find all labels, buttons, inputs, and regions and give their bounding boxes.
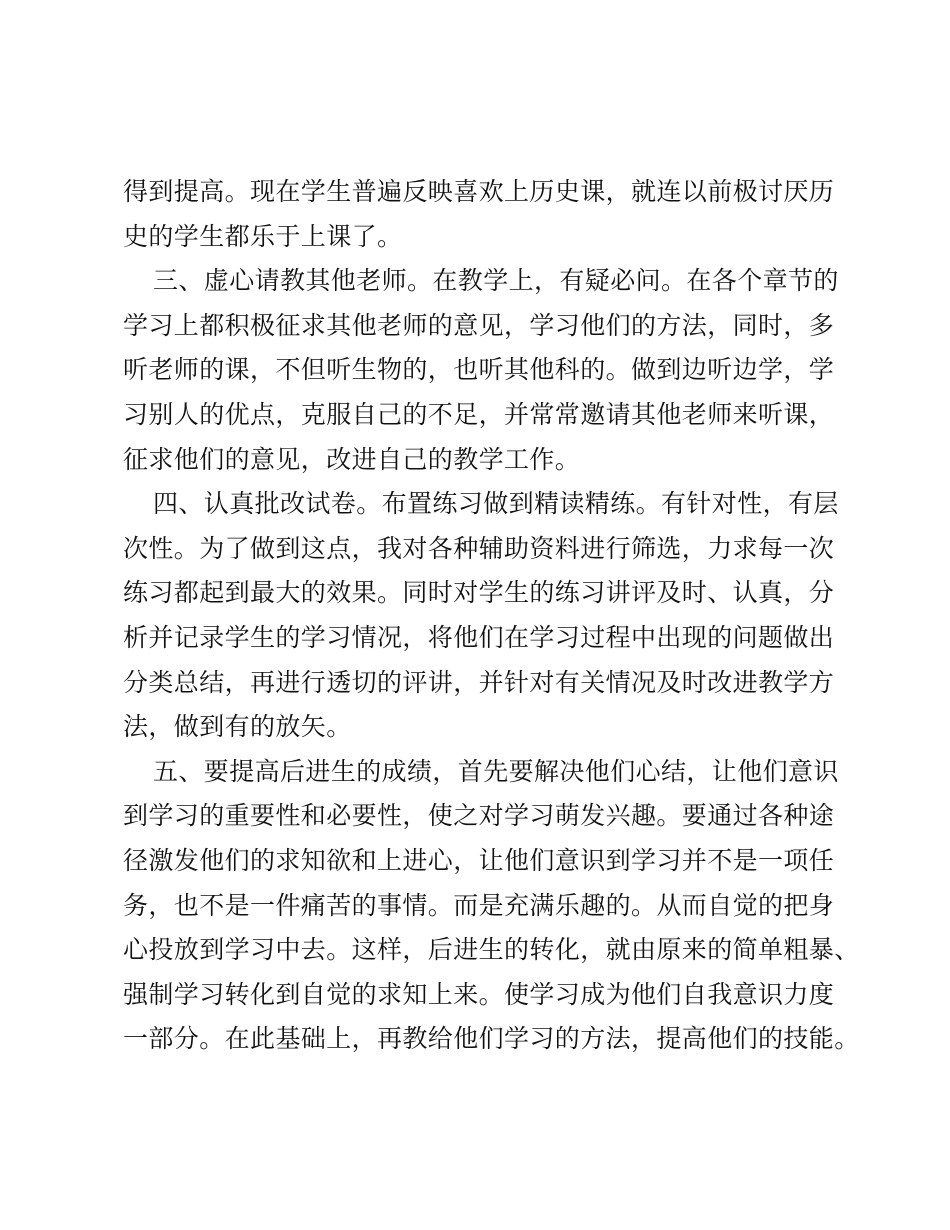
text-line: 一部分。在此基础上，再教给他们学习的方法，提高他们的技能。: [123, 1024, 860, 1054]
body-text: [123, 170, 860, 1062]
text-line: 析并记录学生的学习情况，将他们在学习过程中出现的问题做出: [123, 622, 835, 652]
paragraph-start-line: 四、认真批改试卷。布置练习做到精读精练。有针对性，有层: [153, 489, 839, 519]
text-line: 得到提高。现在学生普遍反映喜欢上历史课，就连以前极讨厌历: [123, 177, 835, 206]
text-line: 强制学习转化到自觉的求知上来。使学习成为他们自我意识力度: [123, 979, 835, 1009]
text-line: 史的学生都乐于上课了。: [123, 221, 403, 251]
paragraph-start-line: 三、虚心请教其他老师。在教学上，有疑必问。在各个章节的: [153, 266, 839, 296]
text-line: 习别人的优点，克服自己的不足，并常常邀请其他老师来听课，: [123, 399, 835, 429]
text-line: 次性。为了做到这点，我对各种辅助资料进行筛选，力求每一次: [123, 533, 835, 563]
text-line: 征求他们的意见，改进自己的教学工作。: [123, 444, 581, 474]
text-line: 听老师的课，不但听生物的，也听其他科的。做到边听边学，学: [123, 355, 835, 385]
text-line: 法，做到有的放矢。: [123, 712, 352, 742]
text-line: 练习都起到最大的效果。同时对学生的练习讲评及时、认真，分: [123, 578, 835, 608]
text-line: 分类总结，再进行透切的评讲，并针对有关情况及时改进教学方: [123, 667, 835, 697]
text-line: 径激发他们的求知欲和上进心，让他们意识到学习并不是一项任: [123, 845, 835, 875]
text-line: 务，也不是一件痛苦的事情。而是充满乐趣的。从而自觉的把身: [123, 890, 835, 920]
text-line: 到学习的重要性和必要性，使之对学习萌发兴趣。要通过各种途: [123, 801, 835, 831]
paragraph-start-line: 五、要提高后进生的成绩，首先要解决他们心结，让他们意识: [153, 756, 839, 786]
text-line: 心投放到学习中去。这样，后进生的转化，就由原来的简单粗暴、: [123, 935, 860, 965]
text-line: 学习上都积极征求其他老师的意见，学习他们的方法，同时，多: [123, 310, 835, 340]
